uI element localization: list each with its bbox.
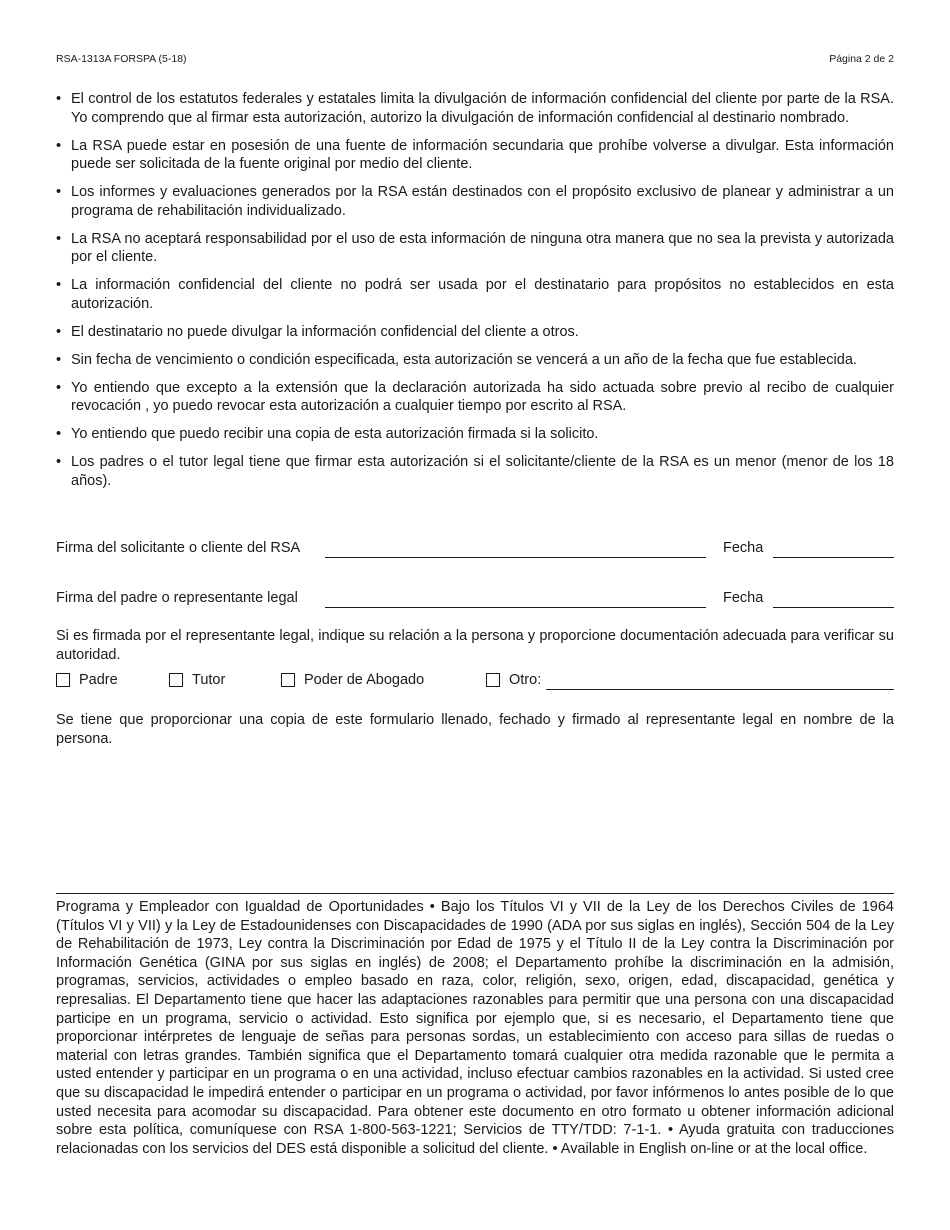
- relationship-options: [56, 672, 894, 694]
- page-number: Página 2 de 2: [829, 53, 894, 65]
- bullet-icon: •: [56, 184, 62, 200]
- bullet-icon: •: [56, 323, 62, 340]
- checkbox-icon[interactable]: [169, 673, 183, 687]
- bullet-icon: •: [56, 91, 62, 107]
- other-relationship-field[interactable]: [546, 689, 894, 690]
- list-item: • Yo entiendo que excepto a la extensión que la declaración autorizada ha sido actuada sobre previo al recibo de cualquier revocación , yo puedo revocar esta autorización a cualquier tiempo por escrito al RSA.: [56, 379, 894, 414]
- list-item: • Yo entiendo que puedo recibir una copia de esta autorización firmada si la solicito.: [56, 426, 599, 442]
- bullet-icon: •: [56, 351, 62, 368]
- checkbox-label: Tutor: [192, 672, 226, 688]
- parent-date-label: Fecha: [723, 590, 764, 606]
- representative-note: Si es firmada por el representante legal, indique su relación a la persona y proporcione documentación adecuada para verificar su autoridad.: [56, 628, 894, 663]
- checkbox-padre[interactable]: [56, 672, 118, 688]
- checkbox-label: Padre: [79, 672, 118, 688]
- checkbox-otro[interactable]: [486, 672, 541, 688]
- copy-note: Se tiene que proporcionar una copia de este formulario llenado, fechado y firmado al representante legal en nombre de la persona.: [56, 712, 894, 747]
- applicant-date-label: Fecha: [723, 540, 764, 556]
- parent-signature-label: Firma del padre o representante legal: [56, 590, 298, 606]
- checkbox-icon[interactable]: [56, 673, 70, 687]
- footer-divider: [56, 893, 894, 894]
- bullet-icon: •: [56, 277, 62, 293]
- list-item: • La información confidencial del cliente no podrá ser usada por el destinatario para propósitos no establecidos en esta autorización.: [56, 277, 894, 312]
- list-item: • Los informes y evaluaciones generados por la RSA están destinados con el propósito exclusivo de planear y administrar a un programa de rehabilitación individualizado.: [56, 184, 894, 219]
- checkbox-icon[interactable]: [486, 673, 500, 687]
- applicant-signature-label: Firma del solicitante o cliente del RSA: [56, 540, 301, 556]
- checkbox-label: Otro:: [509, 672, 542, 688]
- form-id: RSA-1313A FORSPA (5-18): [56, 53, 187, 65]
- list-item: • El control de los estatutos federales y estatales limita la divulgación de información confidencial del cliente por parte de la RSA. Yo comprendo que al firmar esta autorización, autorizo la divulgación de información confidencial al destinario nombrado.: [56, 91, 894, 126]
- list-item: • El destinatario no puede divulgar la información confidencial del cliente a otros.: [56, 323, 579, 340]
- applicant-date-field[interactable]: [773, 556, 894, 558]
- list-item: • Los padres o el tutor legal tiene que firmar esta autorización si el solicitante/cliente de la RSA es un menor (menor de los 18 años).: [56, 454, 894, 489]
- bullet-icon: •: [56, 426, 62, 442]
- parent-date-field[interactable]: [773, 606, 894, 608]
- bullet-icon: •: [56, 454, 62, 470]
- applicant-signature-field[interactable]: [325, 556, 706, 558]
- applicant-signature-row: [56, 540, 894, 562]
- bullet-icon: •: [56, 137, 62, 154]
- bullet-icon: •: [56, 379, 62, 396]
- checkbox-icon[interactable]: [281, 673, 295, 687]
- checkbox-label: Poder de Abogado: [304, 672, 425, 688]
- list-item: • Sin fecha de vencimiento o condición especificada, esta autorización se vencerá a un año de la fecha que fue establecida.: [56, 351, 857, 368]
- footer-notice: Programa y Empleador con Igualdad de Oportunidades • Bajo los Títulos VI y VII de la Ley de los Derechos Civiles de 1964 (Títulos VI y VII) y la Ley de Estadounidenses con Discapacidades de 1990 (ADA por sus siglas en inglés), Sección 504 de la Ley de Rehabilitación de 1973, Ley contra la Discriminación por Edad de 1975 y el Título II de la Ley contra la Discriminación por Información Genética (GINA por sus siglas en inglés) de 2008; el Departamento prohíbe la discriminación en la admisión, programas, servicios, actividades o empleo basado en raza, color, religión, sexo, origen, edad, discapacidad, genética y represalias. El Departamento tiene que hacer las adaptaciones razonables para permitir que una persona con una discapacidad participe en un programa, servicio o actividad. Esto significa por ejemplo que, si es necesario, el Departamento tiene que proporcionar intérpretes de lenguaje de señas para personas sordas, un establecimiento con acceso para sillas de ruedas o material con letras grandes. También significa que el Departamento tomará cualquier otra medida razonable que le permita a usted entender y participar en un programa o en una actividad, incluso efectuar cambios razonables en la actividad. Si usted cree que su discapacidad le impedirá entender o participar en un programa o actividad, por favor infórmenos lo antes posible de lo que usted necesita para acomodar su discapacidad. Para obtener este documento en otro formato u obtener información adicional sobre esta política, comuníquese con RSA 1-800-563-1221; Servicios de TTY/TDD: 7-1-1. • Ayuda gratuita con traducciones relacionadas con los servicios del DES está disponible a solicitud del cliente. • Available in English on-line or at the local office.: [56, 899, 894, 1157]
- terms-list: [56, 90, 894, 500]
- checkbox-tutor[interactable]: [169, 672, 225, 688]
- parent-signature-field[interactable]: [325, 606, 706, 608]
- checkbox-poder[interactable]: [281, 672, 424, 688]
- parent-signature-row: [56, 590, 894, 612]
- list-item: • La RSA puede estar en posesión de una fuente de información secundaria que prohíbe volverse a divulgar. Esta información puede ser solicitada de la fuente original por medio del cliente.: [56, 137, 894, 172]
- bullet-icon: •: [56, 230, 62, 247]
- list-item: • La RSA no aceptará responsabilidad por el uso de esta información de ninguna otra manera que no sea la prevista y autorizada por el cliente.: [56, 230, 894, 265]
